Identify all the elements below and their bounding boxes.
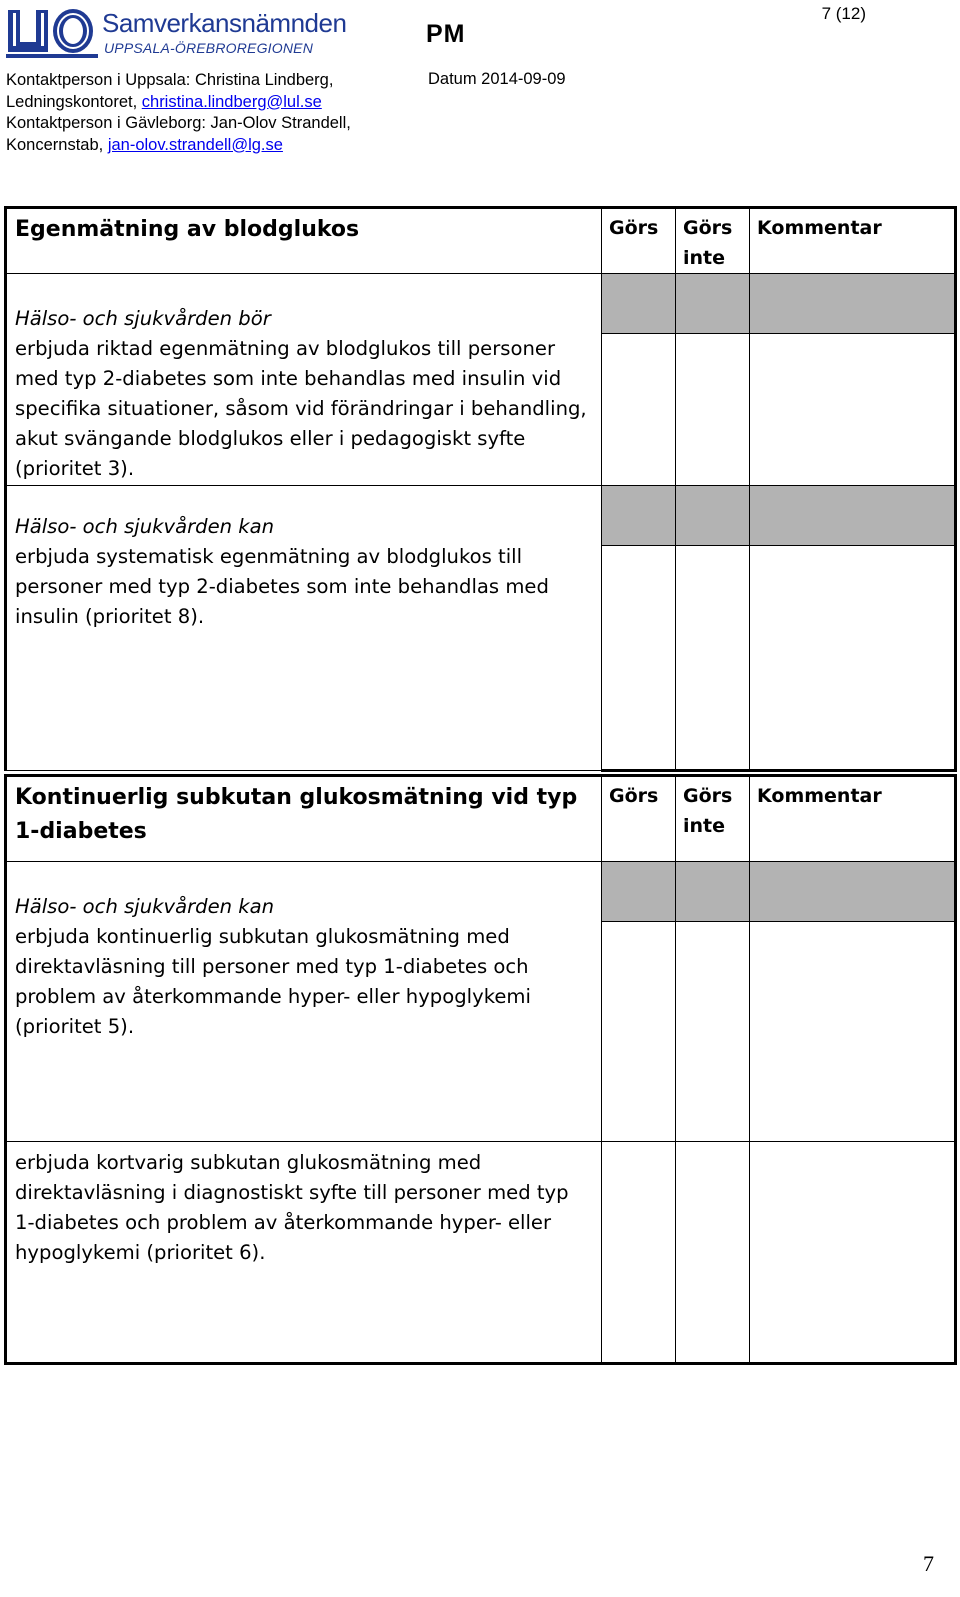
table-egenmatning [4,206,957,772]
checkbox-gors[interactable] [602,862,676,922]
recommendation-text: erbjuda kontinuerlig subkutan glukosmätning med direktavläsning till personer med typ 1-diabetes och problem av återkommande hyper- eller hypoglykemi (prioritet 5). [15,925,531,1038]
table-title: Egenmätning av blodglukos [6,208,602,274]
answer-gors-inte[interactable] [676,1142,750,1364]
organization-logo [6,4,351,60]
email-link-gavleborg[interactable]: jan-olov.strandell@lg.se [107,135,283,154]
recommendation-heading: Hälso- och sjukvården kan [15,895,275,918]
table-row [6,862,956,922]
checkbox-gors[interactable] [602,486,676,546]
column-header-gors: Görs [602,776,676,862]
comment-cell-shaded [750,862,956,922]
checkbox-gors-inte[interactable] [676,486,750,546]
table-title: Kontinuerlig subkutan glukosmätning vid typ 1-diabetes [6,776,602,862]
table-kontinuerlig-glukosmatning [4,774,957,1365]
answer-gors[interactable] [602,546,676,771]
contact-gavleborg-org [6,135,351,157]
answer-gors[interactable] [602,334,676,486]
column-header-gors-inte: Görs inte [676,776,750,862]
contact-uppsala: Kontaktperson i Uppsala: Christina Lindberg, [6,71,334,89]
contact-gavleborg: Kontaktperson i Gävleborg: Jan-Olov Strandell, [6,114,351,132]
table-row [6,1142,956,1364]
recommendation-text: erbjuda riktad egenmätning av blodglukos till personer med typ 2-diabetes som inte behandlas med insulin vid specifika situationer, såsom vid förändringar i behandling, akut svängande blodglukos eller i pedagogiskt syfte (prioritet 3). [15,337,587,480]
column-header-kommentar: Kommentar [750,208,956,274]
column-header-kommentar: Kommentar [750,776,956,862]
comment-input[interactable] [750,334,956,486]
recommendation-text: erbjuda systematisk egenmätning av blodglukos till personer med typ 2-diabetes som inte behandlas med insulin (prioritet 8). [15,545,549,628]
answer-gors-inte[interactable] [676,334,750,486]
logo-name: Samverkansnämnden [102,8,347,38]
contact-block [6,70,351,156]
recommendation-cell [6,274,602,486]
comment-cell-shaded [750,274,956,334]
recommendation-cell [6,1142,602,1364]
table-header-row [6,208,956,274]
footer-page-number: 7 [923,1551,934,1576]
page-indicator: 7 (12) [821,4,866,23]
email-link-uppsala[interactable]: christina.lindberg@lul.se [141,92,322,111]
recommendation-heading: Hälso- och sjukvården bör [15,307,271,330]
answer-gors[interactable] [602,922,676,1142]
document-type: PM [426,20,466,48]
table-row [6,274,956,334]
column-header-gors: Görs [602,208,676,274]
answer-gors[interactable] [602,1142,676,1364]
recommendation-text: erbjuda kortvarig subkutan glukosmätning med direktavläsning i diagnostiskt syfte till personer med typ 1-diabetes och problem av återkommande hyper- eller hypoglykemi (prioritet 6). [15,1151,569,1264]
answer-gors-inte[interactable] [676,922,750,1142]
table-header-row [6,776,956,862]
logo-region: UPPSALA-ÖREBROREGIONEN [104,40,313,56]
contact-uppsala-dept: Ledningskontoret, [6,92,142,111]
checkbox-gors-inte[interactable] [676,862,750,922]
comment-input[interactable] [750,1142,956,1364]
document-date: Datum 2014-09-09 [428,70,566,88]
comment-input[interactable] [750,922,956,1142]
contact-gavleborg-dept: Koncernstab, [6,135,108,154]
contact-uppsala-org [6,92,351,114]
column-header-gors-inte: Görs inte [676,208,750,274]
recommendation-heading: Hälso- och sjukvården kan [15,515,275,538]
table-row [6,486,956,546]
recommendation-cell [6,486,602,771]
checkbox-gors-inte[interactable] [676,274,750,334]
recommendation-cell [6,862,602,1142]
comment-input[interactable] [750,546,956,771]
answer-gors-inte[interactable] [676,546,750,771]
comment-cell-shaded [750,486,956,546]
checkbox-gors[interactable] [602,274,676,334]
